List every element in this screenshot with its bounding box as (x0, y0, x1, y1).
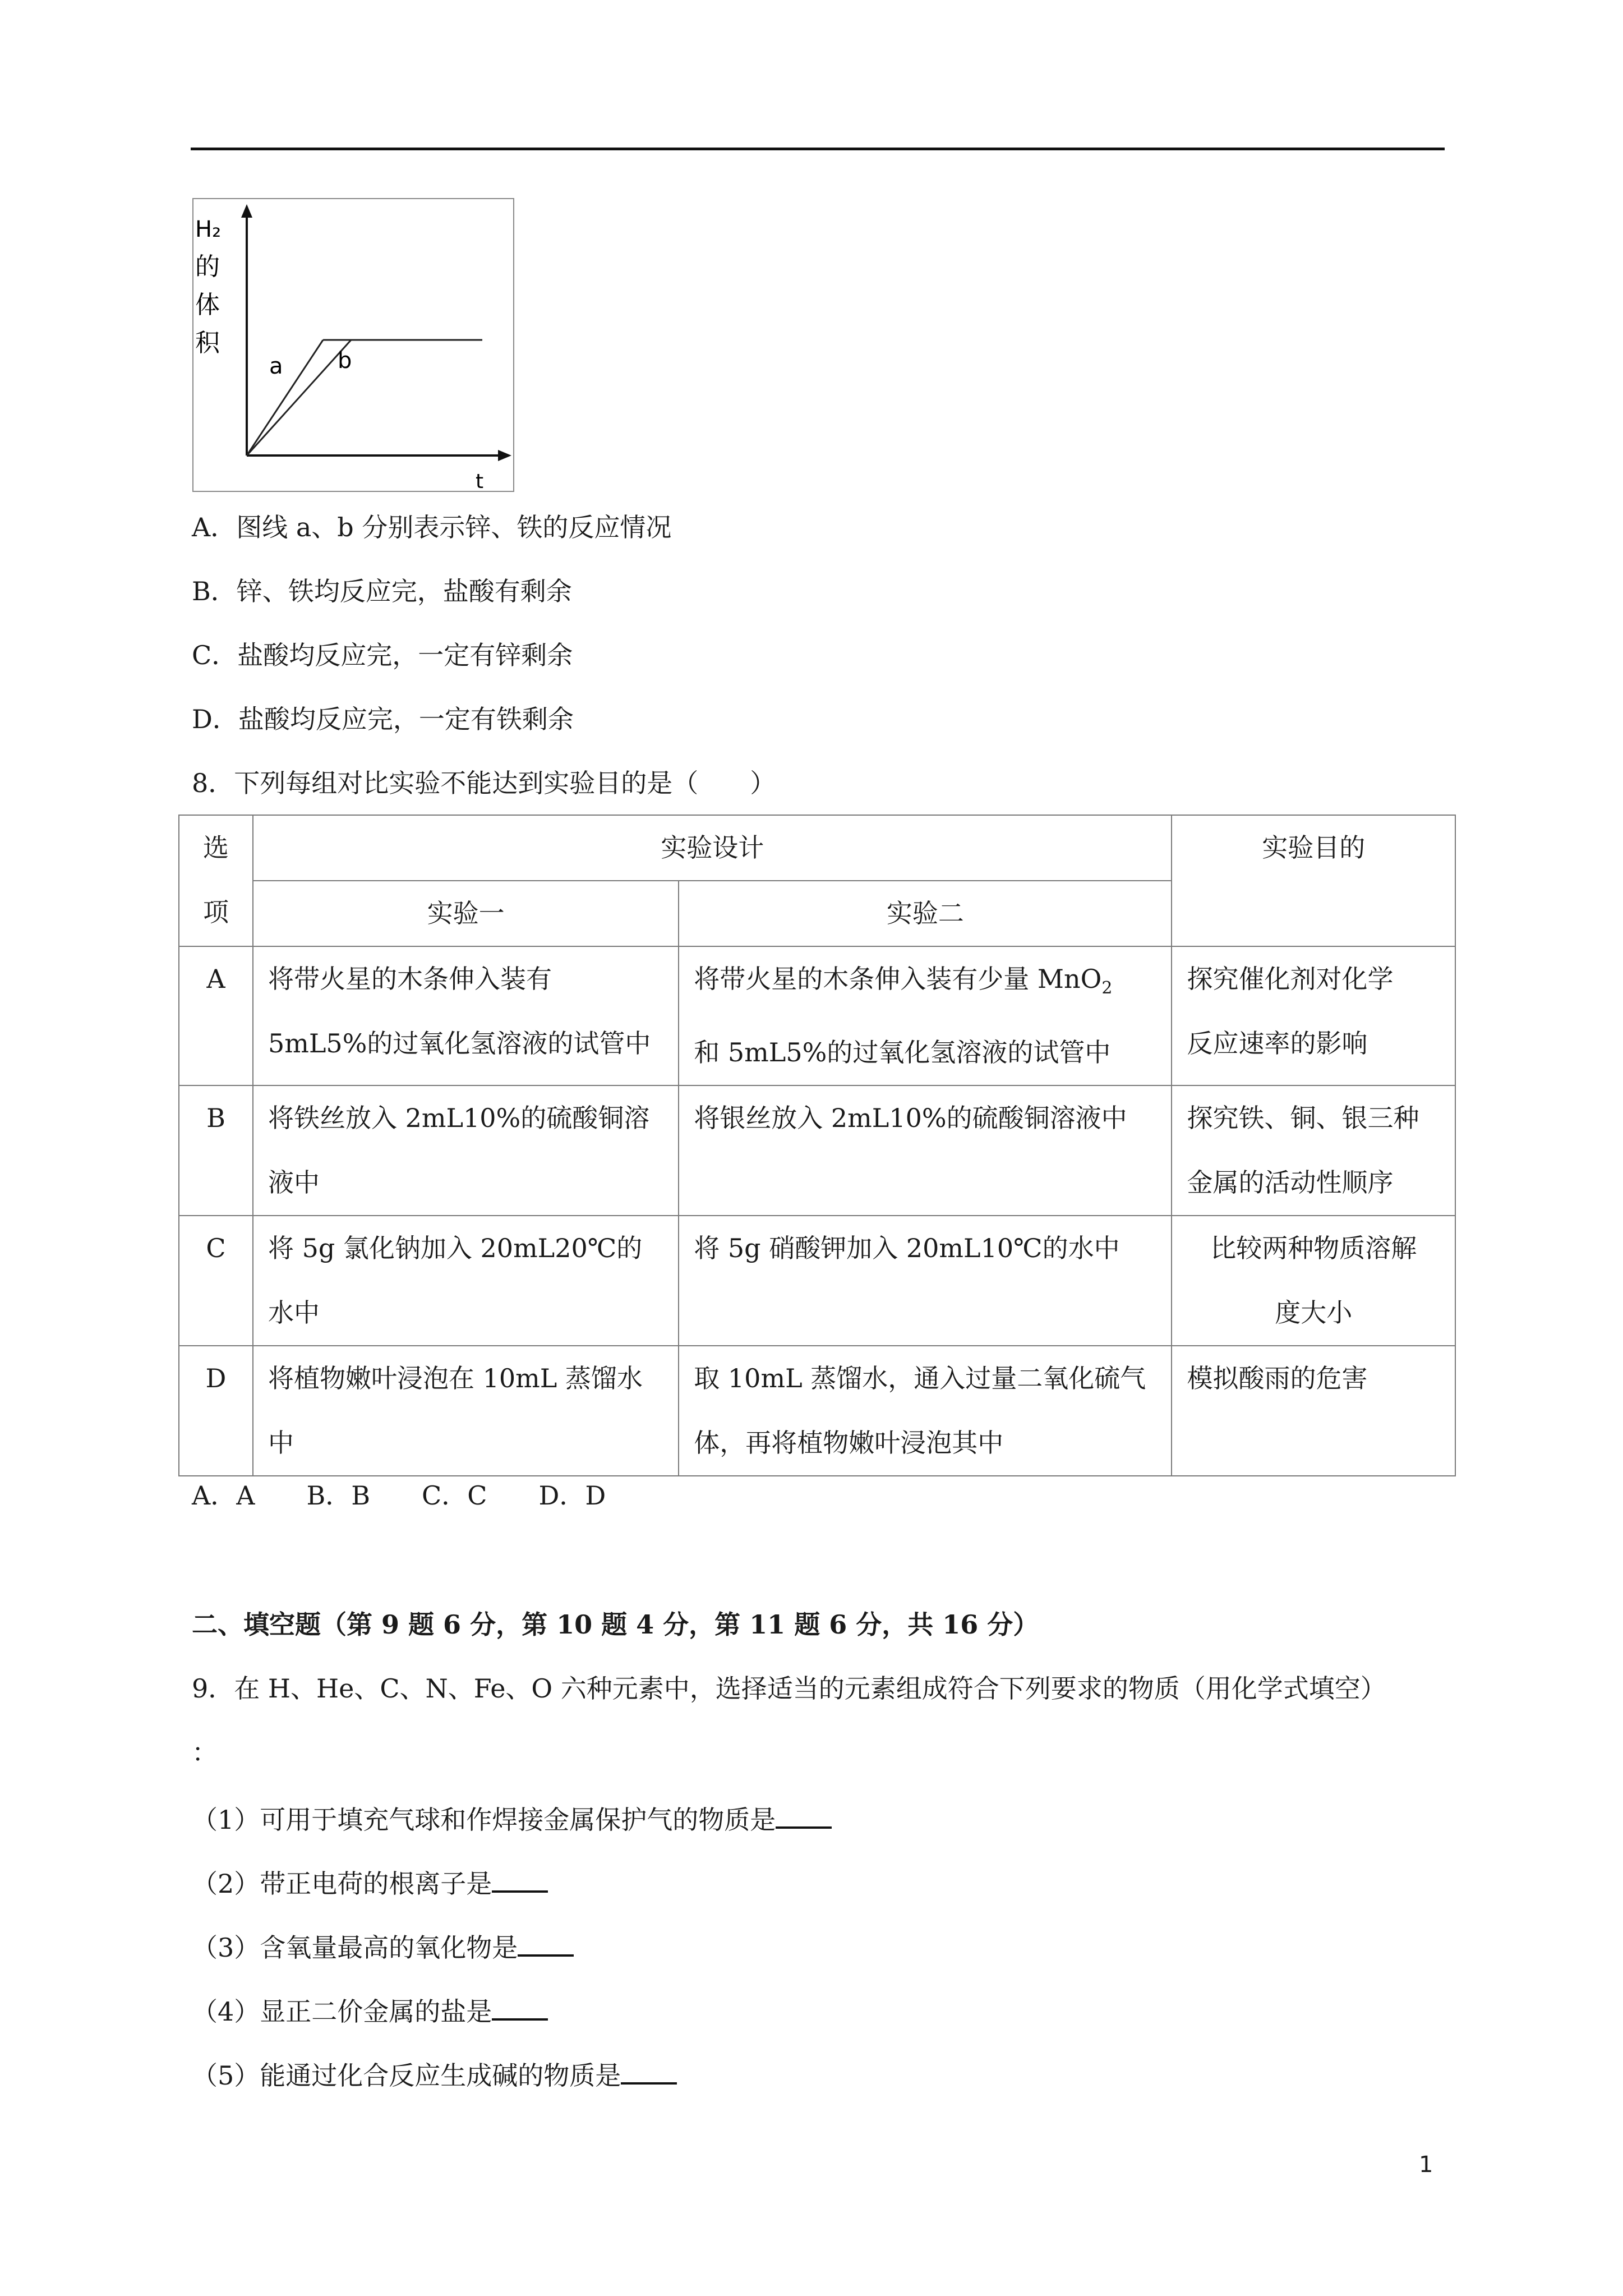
header-exp1: 实验一 (253, 881, 679, 946)
page-number: 1 (1419, 2152, 1433, 2178)
answer-blank-2[interactable] (492, 1864, 548, 1893)
table-header-row (179, 815, 1455, 881)
q9-item-4: （4）显正二价金属的盐是 (192, 1991, 548, 2028)
answer-blank-4[interactable] (492, 1991, 548, 2021)
line-a-label: a (269, 353, 283, 379)
q7-option-d: D．盐酸均反应完，一定有铁剩余 (192, 704, 574, 734)
table-row (179, 946, 1455, 1085)
row-c-goal: 比较两种物质溶解 度大小 (1172, 1216, 1455, 1346)
q9-item-3: （3）含氧量最高的氧化物是 (192, 1927, 574, 1964)
row-b-exp2: 将银丝放入 2mL10%的硫酸铜溶液中 (679, 1085, 1172, 1216)
q9-colon: ： (192, 1737, 218, 1768)
row-b-exp1: 将铁丝放入 2mL10%的硫酸铜溶 液中 (253, 1085, 679, 1216)
header-design: 实验设计 (253, 815, 1172, 881)
q7-option-b: B．锌、铁均反应完，盐酸有剩余 (192, 576, 572, 606)
y-label-1: H₂ (195, 217, 222, 242)
q9-item-2: （2）带正电荷的根离子是 (192, 1864, 548, 1901)
y-label-4: 积 (195, 329, 220, 357)
q9-item-5: （5）能通过化合反应生成碱的物质是 (192, 2055, 677, 2092)
header-rule (191, 148, 1445, 150)
y-label-3: 体 (195, 291, 220, 319)
row-c-exp1: 将 5g 氯化钠加入 20mL20℃的 水中 (253, 1216, 679, 1346)
row-b-option: B (179, 1085, 253, 1216)
header-option: 选 项 (179, 815, 253, 946)
row-c-exp2: 将 5g 硝酸钾加入 20mL10℃的水中 (679, 1216, 1172, 1346)
q8-stem: 8．下列每组对比实验不能达到实验目的是（ ） (192, 768, 776, 798)
x-label: t (476, 470, 484, 493)
h2-volume-graph (191, 196, 516, 494)
line-b-label: b (338, 348, 352, 374)
header-goal: 实验目的 (1172, 815, 1455, 946)
row-d-exp1: 将植物嫩叶浸泡在 10mL 蒸馏水 中 (253, 1346, 679, 1476)
row-d-exp2: 取 10mL 蒸馏水，通入过量二氧化硫气 体，再将植物嫩叶浸泡其中 (679, 1346, 1172, 1476)
answer-blank-1[interactable] (776, 1800, 832, 1829)
table-row (179, 1085, 1455, 1216)
experiment-table (178, 815, 1456, 1476)
answer-blank-3[interactable] (518, 1927, 574, 1957)
row-d-option: D (179, 1346, 253, 1476)
row-a-exp2: 将带火星的木条伸入装有少量 MnO$_2$ 和 5mL5%的过氧化氢溶液的试管中 (679, 946, 1172, 1085)
row-d-goal: 模拟酸雨的危害 (1172, 1346, 1455, 1476)
q7-option-c: C．盐酸均反应完，一定有锌剩余 (192, 640, 573, 670)
y-label-2: 的 (195, 252, 220, 281)
table-row (179, 1346, 1455, 1476)
section-heading: 二、填空题（第 9 题 6 分，第 10 题 4 分，第 11 题 6 分，共 16 分） (192, 1609, 1039, 1640)
header-exp2: 实验二 (679, 881, 1172, 946)
line-a (247, 340, 323, 455)
q9-item-1: （1）可用于填充气球和作焊接金属保护气的物质是 (192, 1800, 832, 1837)
row-a-option: A (179, 946, 253, 1085)
row-a-goal: 探究催化剂对化学 反应速率的影响 (1172, 946, 1455, 1085)
graph-frame (193, 199, 514, 491)
row-b-goal: 探究铁、铜、银三种 金属的活动性顺序 (1172, 1085, 1455, 1216)
line-b (247, 340, 351, 455)
row-c-option: C (179, 1216, 253, 1346)
row-a-exp1: 将带火星的木条伸入装有 5mL5%的过氧化氢溶液的试管中 (253, 946, 679, 1085)
x-axis-arrow (498, 450, 511, 461)
q7-option-a: A．图线 a、b 分别表示锌、铁的反应情况 (192, 512, 672, 542)
q8-choices: A．A B．B C．C D．D (192, 1480, 606, 1511)
answer-blank-5[interactable] (621, 2055, 677, 2085)
table-row (179, 1216, 1455, 1346)
q9-stem: 9．在 H、He、C、N、Fe、O 六种元素中，选择适当的元素组成符合下列要求的物质（用化学式填空） (192, 1673, 1386, 1704)
y-axis-arrow (241, 204, 252, 218)
